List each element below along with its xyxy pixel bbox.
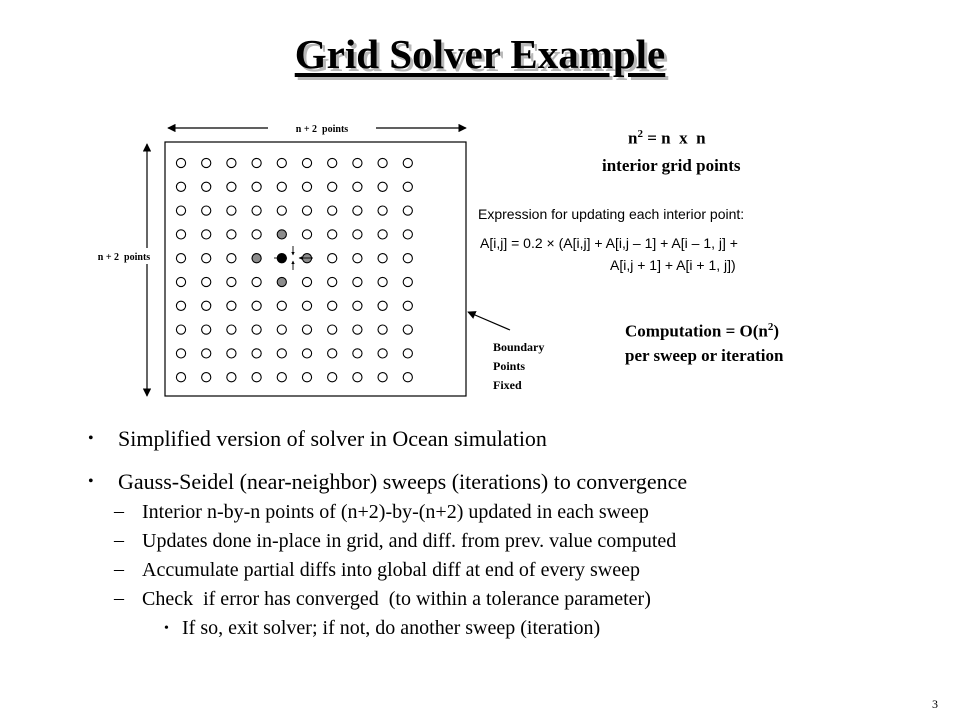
grid-point <box>176 349 185 358</box>
grid-point <box>403 373 412 382</box>
grid-point <box>403 254 412 263</box>
grid-point <box>328 230 337 239</box>
grid-point <box>277 158 286 167</box>
grid-point <box>353 349 362 358</box>
sub-bullet-text: Interior n-by-n points of (n+2)-by-(n+2) updated in each sweep <box>142 501 649 523</box>
grid-point <box>227 277 236 286</box>
dash-marker: – <box>114 500 124 522</box>
grid-boundary-box <box>165 142 466 396</box>
grid-point <box>227 206 236 215</box>
grid-point <box>277 373 286 382</box>
grid-point <box>378 373 387 382</box>
grid-point <box>378 277 387 286</box>
sub-sub-bullet-item <box>88 617 948 640</box>
grid-point <box>353 301 362 310</box>
slide-title: Grid Solver Example <box>294 31 666 77</box>
grid-point <box>277 349 286 358</box>
bullet-marker: • <box>88 473 94 490</box>
expression-line-2: A[i,j + 1] + A[i + 1, j]) <box>610 257 736 273</box>
grid-point <box>176 325 185 334</box>
neighbor-grid-point <box>277 230 286 239</box>
boundary-label-line-1: Boundary <box>493 340 545 354</box>
grid-point <box>227 301 236 310</box>
grid-point <box>176 206 185 215</box>
boundary-label-line-3: Fixed <box>493 378 522 392</box>
grid-point <box>328 206 337 215</box>
grid-point <box>328 325 337 334</box>
grid-point <box>403 277 412 286</box>
top-dimension-label: n + 2 points <box>295 124 349 135</box>
grid-point <box>328 158 337 167</box>
grid-point <box>328 301 337 310</box>
grid-point <box>176 158 185 167</box>
grid-point <box>227 230 236 239</box>
grid-point <box>252 277 261 286</box>
bullet-list <box>88 426 948 640</box>
computation-per-sweep: per sweep or iteration <box>625 346 784 365</box>
grid-point <box>302 182 311 191</box>
grid-point <box>277 206 286 215</box>
expression-title: Expression for updating each interior point: <box>478 206 745 222</box>
grid-point <box>277 301 286 310</box>
n-squared-formula <box>628 128 706 149</box>
grid-point <box>353 206 362 215</box>
grid-point <box>403 182 412 191</box>
page-number: 3 <box>932 697 938 711</box>
grid-point <box>302 158 311 167</box>
grid-point <box>176 182 185 191</box>
sub-bullet-text: Check if error has converged (to within a tolerance parameter) <box>142 588 651 610</box>
grid-point <box>353 230 362 239</box>
computation-exponent: 2 <box>767 321 774 333</box>
grid-point <box>302 277 311 286</box>
grid-point <box>202 158 211 167</box>
bullet-item <box>88 426 948 452</box>
grid-point <box>252 206 261 215</box>
sub-bullet-text: Updates done in-place in grid, and diff. from prev. value computed <box>142 530 677 552</box>
sub-bullet-item <box>88 501 948 524</box>
grid-point <box>176 301 185 310</box>
grid-point <box>176 254 185 263</box>
grid-point <box>403 158 412 167</box>
computation-text: Computation = O(n <box>625 321 768 341</box>
grid-point <box>202 373 211 382</box>
grid-point <box>277 182 286 191</box>
dash-marker: – <box>114 587 124 609</box>
grid-point <box>227 254 236 263</box>
grid-point <box>202 301 211 310</box>
neighbor-grid-point <box>277 277 286 286</box>
grid-point <box>202 277 211 286</box>
bullet-item <box>88 469 948 495</box>
grid-point <box>353 182 362 191</box>
interior-points-label: interior grid points <box>602 156 741 175</box>
grid-point <box>403 230 412 239</box>
grid-point <box>202 182 211 191</box>
grid-point <box>252 325 261 334</box>
grid-point <box>403 206 412 215</box>
grid-point <box>378 230 387 239</box>
grid-point <box>227 373 236 382</box>
grid-point <box>202 349 211 358</box>
grid-point <box>328 182 337 191</box>
grid-point <box>302 206 311 215</box>
left-dimension-label: n + 2 points <box>97 252 151 263</box>
grid-point <box>378 325 387 334</box>
grid-point <box>403 349 412 358</box>
grid-point <box>328 254 337 263</box>
sub-bullet-item <box>88 588 948 611</box>
grid-point <box>378 158 387 167</box>
dash-marker: – <box>114 529 124 551</box>
dash-marker: – <box>114 558 124 580</box>
grid-point <box>328 373 337 382</box>
grid-point <box>353 277 362 286</box>
boundary-points-label <box>493 338 544 395</box>
grid-point <box>277 325 286 334</box>
grid-point <box>403 301 412 310</box>
grid-point <box>252 230 261 239</box>
grid-point <box>302 325 311 334</box>
grid-point <box>378 254 387 263</box>
grid-point <box>378 349 387 358</box>
n-squared-exponent: 2 <box>637 128 643 140</box>
grid-point <box>353 158 362 167</box>
grid-point <box>252 301 261 310</box>
boundary-label-line-2: Points <box>493 359 526 373</box>
grid-point <box>378 206 387 215</box>
grid-point <box>202 325 211 334</box>
boundary-pointer-arrow <box>468 312 510 330</box>
grid-point <box>227 182 236 191</box>
grid-point <box>252 373 261 382</box>
grid-point <box>227 325 236 334</box>
grid-point <box>378 301 387 310</box>
bullet-text: Gauss-Seidel (near-neighbor) sweeps (iterations) to convergence <box>118 469 688 494</box>
grid-point <box>202 230 211 239</box>
grid-point <box>227 349 236 358</box>
grid-point <box>353 325 362 334</box>
sub-sub-bullet-text: If so, exit solver; if not, do another sweep (iteration) <box>182 617 601 639</box>
grid-point <box>252 349 261 358</box>
computation-complexity <box>625 321 779 342</box>
sub-bullet-text: Accumulate partial diffs into global diff at end of every sweep <box>142 559 640 581</box>
grid-point <box>202 254 211 263</box>
grid-point <box>176 277 185 286</box>
grid-point <box>302 373 311 382</box>
sub-bullet-item <box>88 530 948 553</box>
bullet-marker: • <box>164 621 169 636</box>
computation-close: ) <box>773 321 780 341</box>
grid-point <box>302 349 311 358</box>
bullet-marker: • <box>88 430 94 447</box>
grid-point <box>353 254 362 263</box>
grid-point <box>302 230 311 239</box>
n-squared-base: n <box>628 128 638 148</box>
n-squared-rest: = n x n <box>642 128 706 148</box>
grid-point <box>353 373 362 382</box>
update-stencil-arrows <box>274 246 313 270</box>
grid-point <box>378 182 387 191</box>
neighbor-grid-point <box>252 254 261 263</box>
grid-point <box>202 206 211 215</box>
grid-point <box>176 230 185 239</box>
bullet-text: Simplified version of solver in Ocean simulation <box>118 426 547 451</box>
expression-line-1: A[i,j] = 0.2 × (A[i,j] + A[i,j – 1] + A[i – 1, j] + <box>480 235 738 251</box>
grid-point <box>302 301 311 310</box>
grid-point <box>328 349 337 358</box>
grid-point <box>252 182 261 191</box>
grid-point <box>252 158 261 167</box>
grid-point <box>403 325 412 334</box>
grid-point <box>328 277 337 286</box>
grid-points <box>176 158 412 381</box>
grid-point <box>227 158 236 167</box>
sub-bullet-item <box>88 559 948 582</box>
grid-point <box>176 373 185 382</box>
